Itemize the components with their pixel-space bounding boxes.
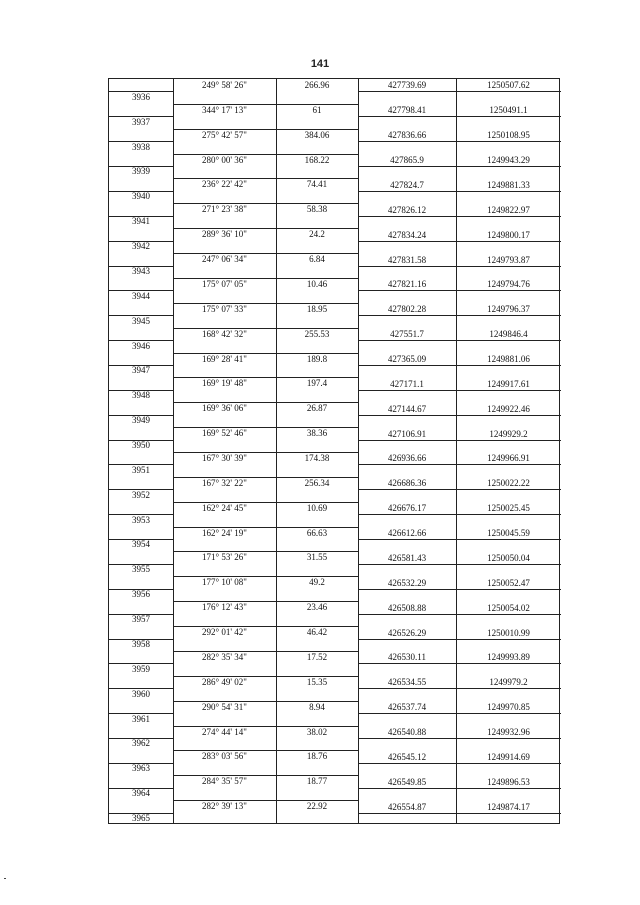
northing-cell: 1249796.37	[487, 304, 530, 315]
row-divider	[358, 141, 561, 142]
station-cell: 3961	[132, 713, 150, 724]
distance-cell: 74.41	[306, 179, 328, 190]
northing-cell: 1250491.1	[489, 105, 528, 116]
bearing-cell: 249° 58' 26"	[202, 80, 247, 90]
distance-cell: 189.8	[306, 353, 328, 364]
easting-cell: 426540.88	[387, 726, 427, 737]
easting-cell: 426676.17	[387, 503, 427, 514]
station-cell: 3937	[132, 116, 150, 127]
row-divider	[358, 763, 561, 764]
bearing-cell: 286° 49' 02"	[202, 676, 247, 687]
row-divider	[358, 266, 561, 267]
row-divider	[358, 639, 561, 640]
northing-cell: 1250045.59	[487, 528, 530, 539]
distance-cell: 18.95	[306, 303, 328, 314]
distance-cell: 17.52	[306, 651, 328, 662]
distance-cell: 31.55	[306, 552, 328, 563]
station-cell: 3956	[132, 589, 150, 600]
station-cell: 3943	[132, 265, 150, 276]
station-cell: 3959	[132, 663, 150, 674]
bearing-cell: 236° 22' 42"	[202, 179, 247, 190]
easting-cell: 426554.87	[387, 801, 427, 812]
easting-cell: 427834.24	[387, 229, 427, 240]
row-divider	[358, 315, 561, 316]
row-divider	[358, 464, 561, 465]
bearing-cell: 289° 36' 10"	[202, 229, 247, 240]
northing-cell: 1249881.06	[487, 353, 530, 364]
easting-cell: 427365.09	[387, 353, 427, 364]
station-cell: 3936	[132, 91, 150, 102]
easting-cell: 427836.66	[387, 130, 427, 141]
northing-cell: 1250050.04	[487, 552, 530, 563]
easting-cell: 426508.88	[387, 602, 427, 613]
northing-cell: 1249800.17	[487, 229, 530, 240]
bearing-cell: 247° 06' 34"	[202, 254, 247, 265]
station-cell: 3952	[132, 489, 150, 500]
northing-cell: 1249929.2	[489, 428, 528, 439]
distance-cell: 255.53	[304, 328, 330, 339]
scan-mark	[4, 878, 6, 879]
station-cell: 3965	[132, 813, 150, 823]
distance-cell: 23.46	[306, 602, 328, 613]
northing-cell: 1250108.95	[487, 130, 530, 141]
survey-table	[108, 78, 560, 824]
bearing-cell: 171° 53' 26"	[202, 552, 247, 563]
row-divider	[358, 514, 561, 515]
northing-cell: 1250054.02	[487, 602, 530, 613]
row-divider	[358, 340, 561, 341]
station-cell: 3939	[132, 166, 150, 177]
distance-cell: 384.06	[304, 129, 330, 140]
row-divider	[358, 166, 561, 167]
distance-cell: 22.92	[306, 801, 328, 812]
northing-cell: 1249846.4	[489, 329, 528, 340]
distance-cell: 256.34	[304, 477, 330, 488]
northing-cell: 1250022.22	[487, 478, 530, 489]
row-divider	[358, 290, 561, 291]
row-divider	[358, 91, 561, 92]
easting-cell: 427821.16	[387, 279, 427, 290]
bearing-cell: 169° 36' 06"	[202, 403, 247, 414]
station-cell: 3945	[132, 315, 150, 326]
northing-cell: 1249917.61	[487, 378, 530, 389]
station-cell: 3955	[132, 564, 150, 575]
distance-cell: 49.2	[309, 577, 325, 588]
northing-cell: 1249793.87	[487, 254, 530, 265]
northing-cell: 1249914.69	[487, 751, 530, 762]
northing-cell: 1249943.29	[487, 155, 530, 166]
northing-cell: 1250052.47	[487, 577, 530, 588]
bearing-cell: 177° 10' 08"	[202, 577, 247, 588]
row-divider	[358, 539, 561, 540]
row-divider	[358, 564, 561, 565]
distance-cell: 10.46	[306, 278, 328, 289]
bearing-cell: 176° 12' 43"	[202, 602, 247, 613]
bearing-cell: 162° 24' 19"	[202, 527, 247, 538]
station-cell: 3962	[132, 738, 150, 749]
bearing-cell: 168° 42' 32"	[202, 328, 247, 339]
northing-cell: 1249822.97	[487, 204, 530, 215]
distance-cell: 10.69	[306, 502, 328, 513]
easting-cell: 427171.1	[390, 378, 424, 389]
bearing-cell: 280° 00' 36"	[202, 154, 247, 165]
easting-cell: 426545.12	[387, 751, 427, 762]
easting-cell: 426549.85	[387, 776, 427, 787]
bearing-cell: 162° 24' 45"	[202, 502, 247, 513]
station-cell: 3964	[132, 788, 150, 799]
station-cell: 3948	[132, 390, 150, 401]
station-cell: 3940	[132, 191, 150, 202]
bearing-cell: 283° 03' 56"	[202, 751, 247, 762]
northing-cell: 1250507.62	[487, 80, 530, 91]
bearing-cell: 274° 44' 14"	[202, 726, 247, 737]
easting-cell: 427739.69	[387, 80, 427, 91]
row-divider	[358, 241, 561, 242]
bearing-cell: 169° 19' 48"	[202, 378, 247, 389]
row-divider	[358, 813, 561, 814]
bearing-cell: 169° 52' 46"	[202, 428, 247, 439]
bearing-cell: 169° 28' 41"	[202, 353, 247, 364]
row-divider	[358, 663, 561, 664]
distance-cell: 38.02	[306, 726, 328, 737]
distance-cell: 168.22	[304, 154, 330, 165]
distance-cell: 197.4	[306, 378, 328, 389]
bearing-cell: 271° 23' 38"	[202, 204, 247, 215]
easting-cell: 426530.11	[388, 652, 426, 663]
northing-cell: 1250025.45	[487, 503, 530, 514]
easting-cell: 427826.12	[387, 204, 427, 215]
bearing-cell: 344° 17' 13"	[202, 104, 247, 115]
row-divider	[358, 415, 561, 416]
easting-cell: 426686.36	[387, 478, 427, 489]
station-cell: 3963	[132, 763, 150, 774]
distance-cell: 46.42	[306, 627, 328, 638]
station-cell: 3953	[132, 514, 150, 525]
row-divider	[358, 589, 561, 590]
easting-cell: 427106.91	[387, 428, 427, 439]
easting-cell: 426612.66	[387, 528, 427, 539]
northing-cell: 1249922.46	[487, 403, 530, 414]
bearing-cell: 290° 54' 31"	[202, 701, 247, 712]
easting-cell: 427798.41	[387, 105, 427, 116]
easting-cell: 426526.29	[387, 627, 427, 638]
northing-cell: 1250010.99	[487, 627, 530, 638]
distance-cell: 8.94	[309, 701, 325, 712]
row-divider	[358, 390, 561, 391]
easting-cell: 427802.28	[387, 304, 427, 315]
easting-cell: 426936.66	[387, 453, 427, 464]
station-cell: 3941	[132, 216, 150, 227]
northing-cell: 1249993.89	[487, 652, 530, 663]
northing-cell: 1249874.17	[487, 801, 530, 812]
station-cell: 3949	[132, 415, 150, 426]
northing-cell: 1249794.76	[487, 279, 530, 290]
station-cell: 3947	[132, 365, 150, 376]
station-cell: 3942	[132, 241, 150, 252]
row-divider	[358, 688, 561, 689]
northing-cell: 1249970.85	[487, 702, 530, 713]
station-cell: 3938	[132, 141, 150, 152]
easting-cell: 426532.29	[387, 577, 427, 588]
northing-cell: 1249979.2	[489, 677, 528, 688]
row-divider	[358, 365, 561, 366]
bearing-cell: 275° 42' 57"	[202, 129, 247, 140]
row-divider	[358, 116, 561, 117]
distance-cell: 26.87	[306, 403, 328, 414]
row-divider	[358, 738, 561, 739]
bearing-cell: 284° 35' 57"	[202, 776, 247, 787]
station-cell: 3951	[132, 464, 150, 475]
station-cell: 3957	[132, 614, 150, 625]
easting-cell: 426581.43	[387, 552, 427, 563]
station-cell: 3946	[132, 340, 150, 351]
distance-cell: 58.38	[306, 204, 328, 215]
bearing-cell: 175° 07' 33"	[202, 303, 247, 314]
bearing-cell: 167° 32' 22"	[202, 477, 247, 488]
bearing-cell: 282° 39' 13"	[202, 801, 247, 812]
distance-cell: 266.96	[304, 80, 330, 90]
page-number: 141	[310, 58, 330, 70]
row-divider	[358, 191, 561, 192]
distance-cell: 15.35	[306, 676, 328, 687]
distance-cell: 174.38	[304, 453, 330, 463]
distance-cell: 24.2	[309, 229, 325, 240]
station-cell: 3954	[132, 539, 150, 550]
northing-cell: 1249881.33	[487, 179, 530, 190]
station-cell: 3958	[132, 638, 150, 649]
easting-cell: 427551.7	[390, 329, 424, 340]
distance-cell: 18.77	[306, 776, 328, 787]
easting-cell: 427831.58	[387, 254, 427, 265]
row-divider	[358, 440, 561, 441]
easting-cell: 427865.9	[390, 155, 424, 166]
row-divider	[358, 713, 561, 714]
row-divider	[358, 788, 561, 789]
row-divider	[358, 489, 561, 490]
distance-cell: 38.36	[306, 428, 328, 439]
bearing-cell: 167° 30' 39"	[202, 453, 247, 463]
distance-cell: 66.63	[306, 527, 328, 538]
northing-cell: 1249966.91	[487, 453, 530, 464]
easting-cell: 426534.55	[387, 677, 427, 688]
station-cell: 3960	[132, 688, 150, 699]
bearing-cell: 282° 35' 34"	[202, 651, 247, 662]
northing-cell: 1249896.53	[487, 776, 530, 787]
distance-cell: 18.76	[306, 751, 328, 762]
northing-cell: 1249932.96	[487, 726, 530, 737]
easting-cell: 427144.67	[387, 403, 427, 414]
station-cell: 3950	[132, 440, 150, 450]
bearing-cell: 292° 01' 42"	[202, 627, 247, 638]
easting-cell: 426537.74	[387, 702, 427, 713]
row-divider	[358, 216, 561, 217]
distance-cell: 61	[312, 104, 322, 115]
row-divider	[358, 614, 561, 615]
distance-cell: 6.84	[309, 254, 325, 265]
easting-cell: 427824.7	[390, 179, 424, 190]
bearing-cell: 175° 07' 05"	[202, 278, 247, 289]
station-cell: 3944	[132, 290, 150, 301]
